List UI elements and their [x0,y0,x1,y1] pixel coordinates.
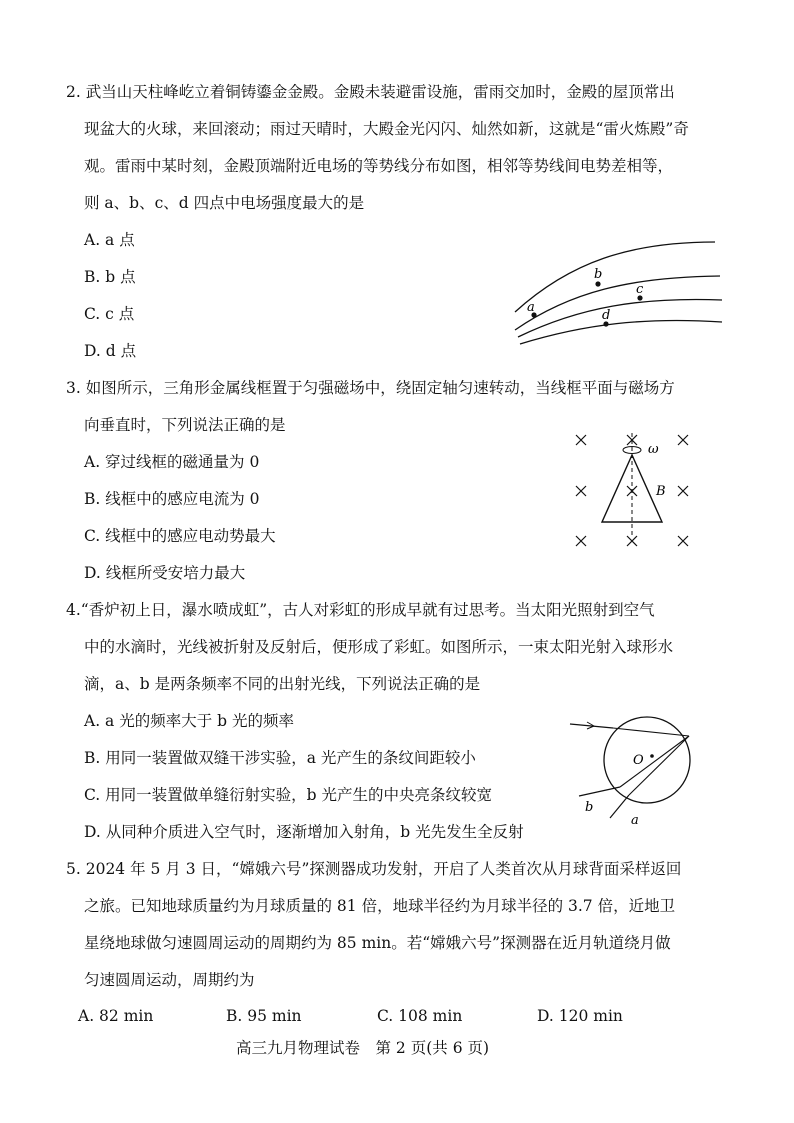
q4-option-a: A. a 光的频率大于 b 光的频率 [84,712,294,730]
page-footer: 高三九月物理试卷 第 2 页(共 6 页) [236,1039,490,1057]
q5-stem-line-1: 5. 2024 年 5 月 3 日，“嫦娥六号”探测器成功发射，开启了人类首次从月球背面采样返回 [66,860,682,878]
q3-stem-line-1: 3. 如图所示，三角形金属线框置于匀强磁场中，绕固定轴匀速转动，当线框平面与磁场方 [66,379,675,397]
field-b-label: B [656,484,666,499]
q3-option-a: A. 穿过线框的磁通量为 0 [84,453,260,471]
reflected-ray-b-inside [620,736,689,787]
ray-b-label: b [585,800,594,815]
equipotential-line-2 [515,276,720,330]
center-point [650,754,654,758]
q2-stem-line-3: 观。雷雨中某时刻，金殿顶端附近电场的等势线分布如图，相邻等势线间电势差相等， [84,157,674,175]
q5-option-d: D. 120 min [537,1007,623,1025]
q2-stem-line-1: 2. 武当山天柱峰屹立着铜铸鎏金金殿。金殿未装避雷设施，雷雨交加时，金殿的屋顶常出 [66,83,675,101]
water-droplet-figure [565,708,705,828]
q5-stem-line-2: 之旅。已知地球质量约为月球质量的 81 倍，地球半径约为月球半径的 3.7 倍，近地卫 [84,897,676,915]
q2-option-b: B. b 点 [84,268,136,286]
q5-option-b: B. 95 min [226,1007,302,1025]
q4-option-c: C. 用同一装置做单缝衍射实验，b 光产生的中央亮条纹较宽 [84,786,493,804]
label-c: c [636,282,644,297]
q3-option-b: B. 线框中的感应电流为 0 [84,490,260,508]
equipotential-line-4 [520,320,722,344]
q2-stem-line-4: 则 a、b、c、d 四点中电场强度最大的是 [84,194,365,212]
equipotential-lines-figure [510,222,725,352]
q3-stem-line-2: 向垂直时，下列说法正确的是 [84,416,286,434]
equipotential-line-3 [518,299,722,337]
label-a: a [527,300,535,315]
q5-option-a: A. 82 min [78,1007,154,1025]
q5-option-c: C. 108 min [377,1007,463,1025]
exit-ray-a [610,795,629,818]
q5-stem-line-4: 匀速圆周运动，周期约为 [84,971,255,989]
omega-label: ω [648,442,659,457]
q4-option-b: B. 用同一装置做双缝干涉实验，a 光产生的条纹间距较小 [84,749,476,767]
q5-stem-line-3: 星绕地球做匀速圆周运动的周期约为 85 min。若“嫦娥六号”探测器在近月轨道绕月做 [84,934,671,952]
ray-a-label: a [631,813,639,828]
q4-option-d: D. 从同种介质进入空气时，逐渐增加入射角，b 光先发生全反射 [84,823,524,841]
q4-stem-line-2: 中的水滴时，光线被折射及反射后，便形成了彩虹。如图所示，一束太阳光射入球形水 [84,638,674,656]
q2-option-d: D. d 点 [84,342,137,360]
center-label: O [633,753,644,768]
rotating-triangle-figure [570,425,700,555]
droplet-circle [604,717,690,803]
label-d: d [602,308,611,323]
q4-stem-line-3: 滴，a、b 是两条频率不同的出射光线，下列说法正确的是 [84,675,481,693]
q2-stem-line-2: 现盆大的火球，来回滚动；雨过天晴时，大殿金光闪闪、灿然如新，这就是“雷火炼殿”奇 [84,120,689,138]
q3-option-d: D. 线框所受安培力最大 [84,564,246,582]
q4-stem-line-1: 4.“香炉初上日，瀑水喷成虹”，古人对彩虹的形成早就有过思考。当太阳光照射到空气 [66,601,655,619]
point-b [595,281,600,286]
exit-ray-b [579,787,620,796]
q3-option-c: C. 线框中的感应电动势最大 [84,527,276,545]
label-b: b [594,267,603,282]
q2-option-c: C. c 点 [84,305,135,323]
q2-option-a: A. a 点 [84,231,135,249]
